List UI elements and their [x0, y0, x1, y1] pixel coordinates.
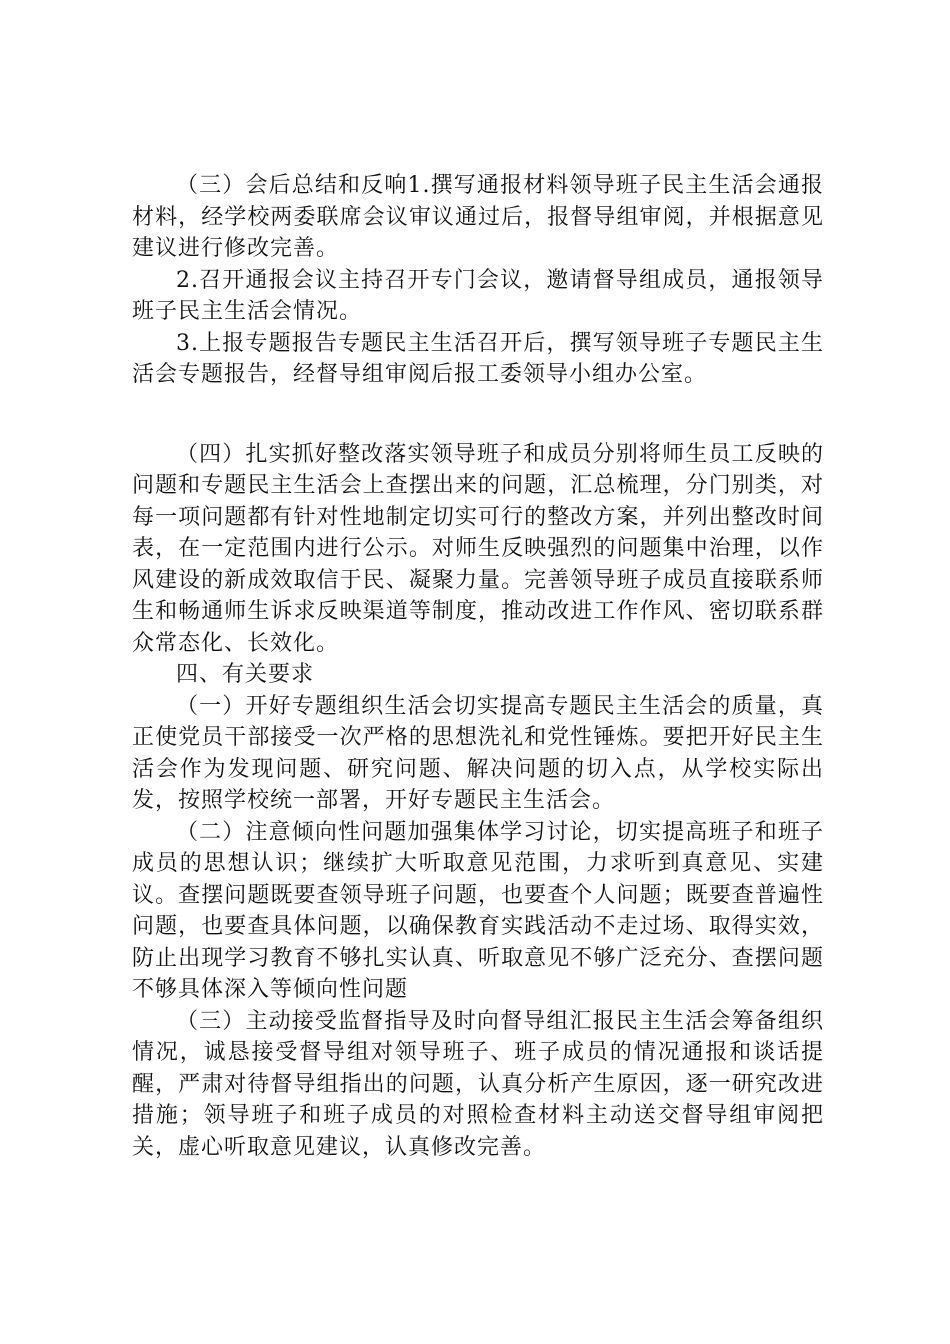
paragraph-rectification: （四）扎实抓好整改落实领导班子和成员分别将师生员工反映的问题和专题民主生活会上查摆出来的问题，汇总梳理，分门别类，对每一项问题都有针对性地制定切实可行的整改方案，并列出整改时间表，在一定范围内进行公示。对师生反映强烈的问题集中治理，以作风建设的新成效取信于民、凝聚力量。完善领导班子成员直接联系师生和畅通师生诉求反映渠道等制度，推动改进工作作风、密切联系群众常态化、长效化。: [132, 441, 824, 656]
document-body: [132, 170, 824, 1163]
paragraph-briefing-meeting: 2.召开通报会议主持召开专门会议，邀请督导组成员，通报领导班子民主生活会情况。: [132, 267, 824, 324]
paragraph-requirement-3: （三）主动接受监督指导及时向督导组汇报民主生活会筹备组织情况，诚恳接受督导组对领导班子、班子成员的情况通报和谈话提醒，严肃对待督导组指出的问题，认真分析产生原因，逐一研究改进措施；领导班子和班子成员的对照检查材料主动送交督导组审阅把关，虚心听取意见建议，认真修改完善。: [132, 1008, 824, 1160]
section-heading-requirements: 四、有关要求: [176, 662, 315, 687]
paragraph-report-submission: 3.上报专题报告专题民主生活召开后，撰写领导班子专题民主生活会专题报告，经督导组审阅后报工委领导小组办公室。: [132, 330, 824, 387]
paragraph-requirement-1: （一）开好专题组织生活会切实提高专题民主生活会的质量，真正使党员干部接受一次严格的思想洗礼和党性锤炼。要把开好民主生活会作为发现问题、研究问题、解决问题的切入点，从学校实际出发，按照学校统一部署，开好专题民主生活会。: [132, 693, 824, 813]
paragraph-gap: [132, 391, 824, 439]
paragraph-requirement-2: （二）注意倾向性问题加强集体学习讨论，切实提高班子和班子成员的思想认识；继续扩大听取意见范围，力求听到真意见、实建议。查摆问题既要查领导班子问题，也要查个人问题；既要查普遍性问题，也要查具体问题，以确保教育实践活动不走过场、取得实效，防止出现学习教育不够扎实认真、听取意见不够广泛充分、查摆问题不够具体深入等倾向性问题: [132, 819, 824, 1002]
paragraph-summary-feedback: （三）会后总结和反响1.撰写通报材料领导班子民主生活会通报材料，经学校两委联席会议审议通过后，报督导组审阅，并根据意见建议进行修改完善。: [132, 173, 824, 261]
